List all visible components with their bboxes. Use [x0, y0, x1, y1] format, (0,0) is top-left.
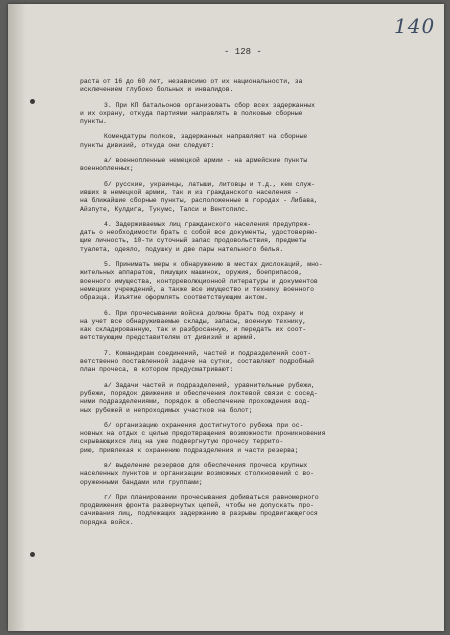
handwritten-sheet-number: 140	[394, 14, 436, 38]
binding-hole	[30, 99, 35, 104]
paragraph: б/ организацию охранения достигнутого рубежа при ос- новных на отдых с целью предотвращения возможности проникновения скрывающихся лиц на уже подвергнутую прочесу террито- рию, привлекая к охранению подразделения и части резерва;	[80, 421, 326, 454]
paragraph: б/ русские, украинцы, латыши, литовцы и т.д., кем служ- ивших в немецкой армии, так и из гражданского населения - на ближайшие сборные пункты, расположенные в городах - Либава, Айзпуте, Кулдига, Тукумс, Талси и Вентспилс.	[80, 180, 318, 213]
paragraph: 6. При прочесывании войска должны брать под охрану и на учет все обнаруживаемые склады, запасы, военную технику, как складированную, так и разбросанную, и передать их соот- ветствующим представителям от дивизий и армий.	[80, 309, 307, 342]
document-page	[8, 4, 444, 631]
paragraph: в/ выделение резервов для обеспечения прочеса крупных населенных пунктов и организации возможных столкновений с во- оруженными бандами или группами;	[80, 461, 314, 486]
paragraph: 5. Принимать меры к обнаружению в местах дислокаций, мно- жительных аппаратов, пишущих машинок, оружия, боеприпасов, военного имущества, контрреволюционной литературы и документов немецких учреждений, а также все имущество и технику военного образца. Изъятие оформлять соответствующим актом.	[80, 261, 323, 302]
page-number: - 128 -	[224, 47, 262, 57]
document-body	[80, 78, 430, 534]
paragraph: а/ военнопленные немецкой армии - на армейские пункты военнопленных;	[80, 157, 308, 173]
paragraph: г/ При планировании прочесывания добиваться равномерного продвижения фронта развернутых цепей, чтобы не допускать про- сачивания лиц, подлежащих задержанию в разрывы продвигающегося порядка войск.	[80, 493, 319, 526]
paragraph: а/ Задачи частей и подразделений, уравнительные рубежи, рубежи, порядок движения и обеспечения локтевой связи с сосед- ними подразделениями, порядок в обеспечение прохождения вод- ных рубежей и непроходимых участков на болот;	[80, 381, 318, 414]
paragraph: Комендатуры полков, задержанных направляют на сборные пункты дивизий, откуда они следуют:	[80, 133, 308, 149]
paragraph: 3. При КП батальонов организовать сбор всех задержанных и их охрану, откуда партиями направлять в полковые сборные пункты.	[80, 101, 315, 126]
paragraph: 4. Задерживаемых лиц гражданского населения предупреж- дать о необходимости брать с собой все документы, удостоверяю- щие личность, 10-ти суточный запас продовольствия, предметы туалета, одеяло, подушку и две пары нательного белья.	[80, 220, 318, 253]
binding-hole	[30, 552, 35, 557]
paragraph: раста от 16 до 60 лет, независимо от их национальности, за исключением глубоко больных и инвалидов.	[80, 78, 303, 94]
page-edge-shadow	[8, 4, 26, 631]
paragraph: 7. Командирам соединений, частей и подразделений соот- ветственно поставленной задаче на сутки, составляют подробный план прочеса, в котором предусматривают:	[80, 349, 314, 374]
